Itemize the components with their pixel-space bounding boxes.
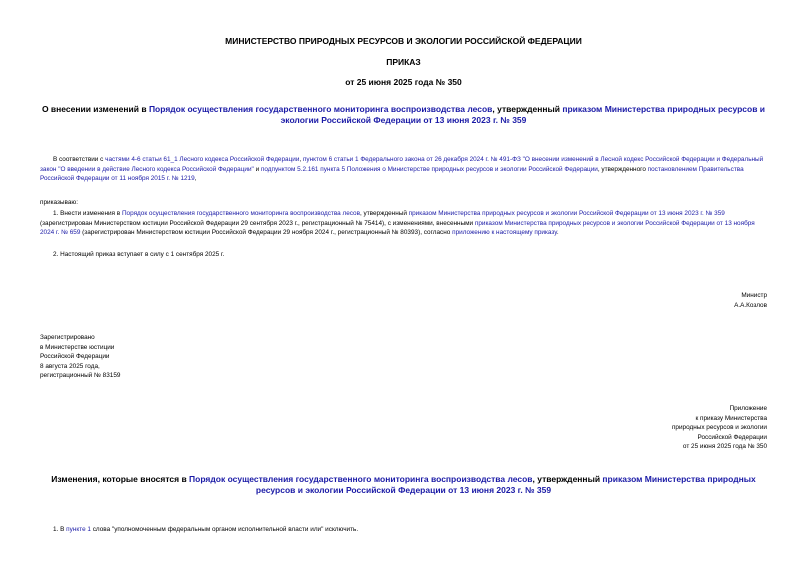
changes-procedure-link[interactable]: Порядок осуществления государственного мониторинга воспроизводства лесов [189,474,533,484]
item1-procedure-link[interactable]: Порядок осуществления государственного мониторинга воспроизводства лесов [121,210,360,217]
preamble-text: , [299,156,303,163]
appendix-line: к приказу Министерства [695,414,767,422]
preamble-text: , [194,175,197,182]
preamble-text: , утвержденного [597,165,648,173]
changes-title [40,474,767,496]
signature-position: Министр [741,292,767,299]
appendix-line: Приложение [729,405,767,412]
order-word: приказываю: [40,199,78,206]
registration-line: Зарегистрировано [40,334,95,341]
change1-text: 1. В [53,526,67,533]
ministry-heading: МИНИСТЕРСТВО ПРИРОДНЫХ РЕСУРСОВ И ЭКОЛОГИИ РОССИЙСКОЙ ФЕДЕРАЦИИ [225,36,582,46]
item1-text: 1. Внести изменения в [53,210,122,217]
appendix-line: от 25 июня 2025 года № 350 [682,443,767,450]
item1-text: (зарегистрирован Министерством юстиции Российской Федерации 29 сентября 2023 г., регистрационный № 75414), с изменениями, внесенными [40,219,475,227]
changes-order-link[interactable]: приказом Министерства природных ресурсов и экологии Российской Федерации от 13 июня 2023 г. № 359 [255,474,756,495]
preamble-paragraph [40,155,770,184]
registration-line: регистрационный № 83159 [40,372,121,379]
item1-order-359-link[interactable]: приказом Министерства природных ресурсов и экологии Российской Федерации от 13 июня 2023 г. № 359 [408,210,725,217]
item-2-paragraph: 2. Настоящий приказ вступает в силу с 1 сентября 2025 г. [53,251,225,258]
title-prefix: О внесении изменений в [41,104,149,114]
signature-block [734,291,767,310]
item1-text: . [556,229,559,236]
registration-line: 8 августа 2025 года, [40,362,100,370]
item1-text: (зарегистрирован Министерством юстиции Российской Федерации 29 ноября 2024 г., регистрационный № 80393), согласно [80,229,453,236]
title-order-link[interactable]: приказом Министерства природных ресурсов и экологии Российской Федерации от 13 июня 2023 г. № 359 [280,104,766,125]
clause-1-link[interactable]: пункте 1 [66,526,91,533]
item1-text: , утвержденный [360,210,409,217]
title-middle: , утвержденный [492,104,563,114]
federal-law-link[interactable]: пунктом 6 статьи 1 Федерального закона от 26 декабря 2024 г. № 491-ФЗ "О внесении изменений в Лесной кодекс Российской Федерации и Федеральный закон "О введении в действие Лесного кодекса Российской Федерации" [40,156,764,173]
appendix-line: природных ресурсов и экологии [671,424,767,431]
signature-name: А.А.Козлов [734,301,767,309]
title-procedure-link[interactable]: Порядок осуществления государственного мониторинга воспроизводства лесов [148,104,493,114]
order-date: от 25 июня 2025 года № 350 [345,77,462,87]
forest-code-link[interactable]: частями 4-6 статьи 61_1 Лесного кодекса Российской Федерации [105,156,300,163]
change-1-paragraph [40,525,770,535]
change1-text: слова "уполномоченным федеральным органом исполнительной власти или" исключить. [90,526,359,533]
item-1-paragraph [40,209,770,238]
government-resolution-link[interactable]: постановлением Правительства Российской Федерации от 11 ноября 2015 г. № 1219 [40,165,744,182]
appendix-line: Российской Федерации [697,433,767,441]
changes-title-prefix: Изменения, которые вносятся в [51,474,190,484]
changes-title-middle: , утвержденный [532,474,603,484]
ministry-regulation-link[interactable]: подпунктом 5.2.161 пункта 5 Положения о Министерстве природных ресурсов и экологии Российской Федерации [260,165,598,173]
registration-block [40,333,120,381]
appendix-link[interactable]: приложению [452,229,490,236]
registration-line: в Министерстве юстиции [40,343,115,351]
appendix-block [672,404,767,452]
preamble-text: и [253,165,261,173]
item1-order-659-link[interactable]: приказом Министерства природных ресурсов и экологии Российской Федерации от 13 ноября 2024 г. № 659 [40,219,755,236]
order-title [40,104,767,126]
order-heading: ПРИКАЗ [386,57,421,67]
preamble-text: В соответствии с [53,156,106,163]
this-order-link[interactable]: к настоящему приказу [491,229,557,236]
registration-line: Российской Федерации [40,353,110,360]
